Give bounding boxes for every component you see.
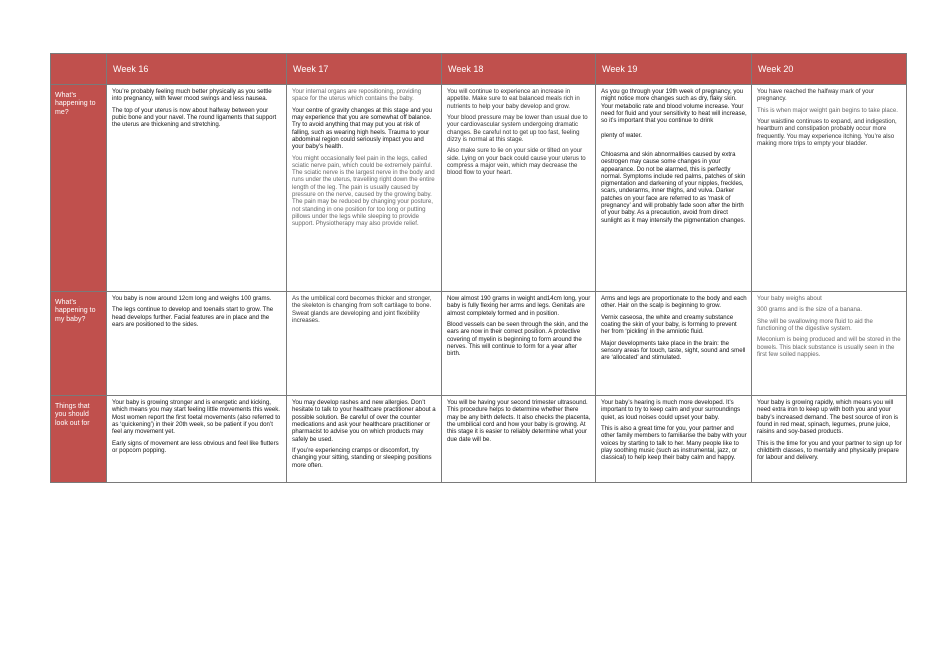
cell-paragraph: Meconium is being produced and will be stored in the bowels. This black substance is usually seen in the first few soiled nappies. [757,336,901,358]
cell-paragraph: You may develop rashes and new allergies. Don’t hesitate to talk to your healthcare practitioner about a possible solution. Be careful of over the counter medications and ask your healthcare practitioner or pharmacist to advise you on which products may safely be used. [292,399,436,443]
week-header: Week 20 [752,54,907,85]
row-heading: What’s happening to my baby? [51,292,107,396]
corner-cell [51,54,107,85]
cell-paragraph: Vernix caseosa, the white and creamy substance coating the skin of your baby, is forming to prevent her from ‘pickling’ in the amniotic fluid. [601,313,737,336]
week-header: Week 17 [287,54,442,85]
table-cell [752,396,907,483]
table-row [51,396,907,483]
table-cell [596,292,752,396]
table-cell [107,85,287,292]
cell-paragraph: Also make sure to lie on your side or tilted on your side. Lying on your back could cause your uterus to compress a major vein, which may decrease the blood flow to your heart. [447,147,586,177]
cell-paragraph: Now almost 190 grams in weight and14cm long, your baby is fully flexing her arms and legs. Genitals are almost completely formed and in position. [447,295,591,317]
cell-paragraph: You will continue to experience an increase in appetite. Make sure to eat balanced meals rich in nutrients to help your baby develop and grow. [447,88,580,110]
table-cell [287,396,442,483]
week-header: Week 18 [442,54,596,85]
table-cell [752,292,907,396]
cell-paragraph: Your internal organs are repositioning, providing space for the uterus which contains the baby. [292,88,422,103]
cell-paragraph: As you go through your 19th week of pregnancy, you might notice more changes such as dry, flaky skin. Your metabolic rate and blood volume increase. Your need for fluid and your sensitivity to heat will increase, so it’s important that you continue to drink [601,88,747,125]
table-cell [442,85,596,292]
cell-paragraph: Blood vessels can be seen through the skin, and the ears are now in their correct position. A protective covering of myelin is beginning to form around the nerves. This will continue to form for a year after birth. [447,320,589,358]
pregnancy-week-table [50,53,907,483]
week-header: Week 16 [107,54,287,85]
cell-paragraph: plenty of water. [601,131,642,139]
cell-paragraph: Arms and legs are proportionate to the body and each other. Hair on the scalp is beginning to grow. [601,295,747,310]
cell-paragraph: Your blood pressure may be lower than usual due to your cardiovascular system undergoing dramatic changes. Be careful not to get up too fast, feeling dizzy is normal at this stage. [447,113,588,143]
week-header: Week 19 [596,54,752,85]
cell-paragraph: Your baby is growing stronger and is energetic and kicking, which means you may start feeling little movements this week. Most women report the first foetal movements (also referred to as ‘quickening’) in their 20th week, so be patient if you don’t feel any movement yet. [112,399,281,436]
cell-paragraph: She will be swallowing more fluid to aid the functioning of the digestive system. [757,317,873,332]
cell-paragraph: Major developments take place in the brain: the sensory areas for touch, taste, sight, sound and smell are ‘allocated’ and stimulated. [601,339,746,362]
cell-paragraph: This is the time for you and your partner to sign up for childbirth classes, to mentally and physically prepare for labour and delivery. [757,439,902,462]
cell-paragraph: The legs continue to develop and toenails start to grow. The head develops further. Facial features are in place and the ears are positioned to the sides. [112,306,274,328]
cell-paragraph: Your waistline continues to expand, and indigestion, heartburn and constipation probably occur more frequently. You may experience itching. You’re also making more trips to empty your bladder. [757,117,897,147]
cell-paragraph: 300 grams and is the size of a banana. [757,306,863,314]
table-cell [752,85,907,292]
cell-paragraph: Your centre of gravity changes at this stage and you may experience that you are somewhat off balance. Try to avoid anything that may put you at risk of falling, such as wearing high heels. Trauma to your abdominal region could seriously impact you and your baby’s health. [292,106,433,151]
cell-paragraph: You’re probably feeling much better physically as you settle into pregnancy, with fewer mood swings and less nausea. [112,88,272,103]
cell-paragraph: The top of your uterus is now about halfway between your pubic bone and your navel. The round ligaments that support the uterus are thickening and stretching. [112,106,277,129]
cell-paragraph: Chloasma and skin abnormalities caused by extra oestrogen may cause some changes in your appearance. Do not be alarmed, this is perfectly normal. Symptoms include red palms, patches of skin pigmentation and darkening of your nipples, freckles, scars, underarms, inner thighs, and vulva. Darker patches on your face are referred to as ‘mask of pregnancy’ and will probably fade soon after the birth of your baby. As a precaution, avoid from direct sunlight as it may intensify the pigmentation changes. [601,150,746,224]
table-cell [442,292,596,396]
cell-paragraph: Your baby’s hearing is much more developed. It’s important to try to keep calm and your surroundings quiet, as loud noises could upset your baby. [601,399,741,421]
table-row [51,85,907,292]
cell-paragraph: Sweat glands are developing and joint flexibility increases. [292,309,420,324]
table-cell [107,396,287,483]
table-cell [107,292,287,396]
cell-paragraph: You have reached the halfway mark of your pregnancy. [757,88,874,103]
cell-paragraph: Your baby weighs about [757,295,822,302]
cell-paragraph: You might occasionally feel pain in the legs, called sciatic nerve pain, which could be extremely painful. The sciatic nerve is the largest nerve in the body and runs under the uterus, travelling right down the entire length of the leg. The pain is usually caused by pressure on the nerve, caused by the growing baby. The pain may be reduced by changing your posture, not standing in one position for too long or putting pillows under the legs while sleeping to provide support. Physiotherapy may also provide relief. [292,154,435,228]
table-cell [287,85,442,292]
cell-paragraph: This is also a great time for you, your partner and other family members to familiarise the baby with your voices by starting to talk to her. Many people like to play soothing music (such as instrumental, jazz, or classical) to help keep their baby calm and happy. [601,424,747,462]
table-row [51,292,907,396]
cell-paragraph: Your baby is growing rapidly, which means you will need extra iron to keep up with both you and your baby’s increased demand. The best source of iron is found in red meat, spinach, legumes, prune juice, raisins and soy-based products. [757,399,899,436]
row-heading: What’s happening to me? [51,85,107,292]
cell-paragraph: Early signs of movement are less obvious and feel like flutters or popcorn popping. [112,439,279,454]
table-cell [442,396,596,483]
table-cell [596,85,752,292]
row-heading: Things that you should look out for [51,396,107,483]
cell-paragraph: This is when major weight gain begins to take place. [757,106,898,114]
table-cell [287,292,442,396]
table-cell [596,396,752,483]
cell-paragraph: As the umbilical cord becomes thicker and stronger, the skeleton is changing from soft cartilage to bone. [292,295,432,310]
cell-paragraph: If you’re experiencing cramps or discomfort, try changing your sitting, standing or sleeping positions more often. [292,446,432,469]
cell-paragraph: You baby is now around 12cm long and weighs 100 grams. [112,295,272,302]
cell-paragraph: You will be having your second trimester ultrasound. This procedure helps to determine whether there may be any birth defects. It also checks the placenta, the umbilical cord and how your baby is growing. At this stage it is easier to reliably determine what your due date will be. [447,399,591,443]
header-row [51,54,907,85]
